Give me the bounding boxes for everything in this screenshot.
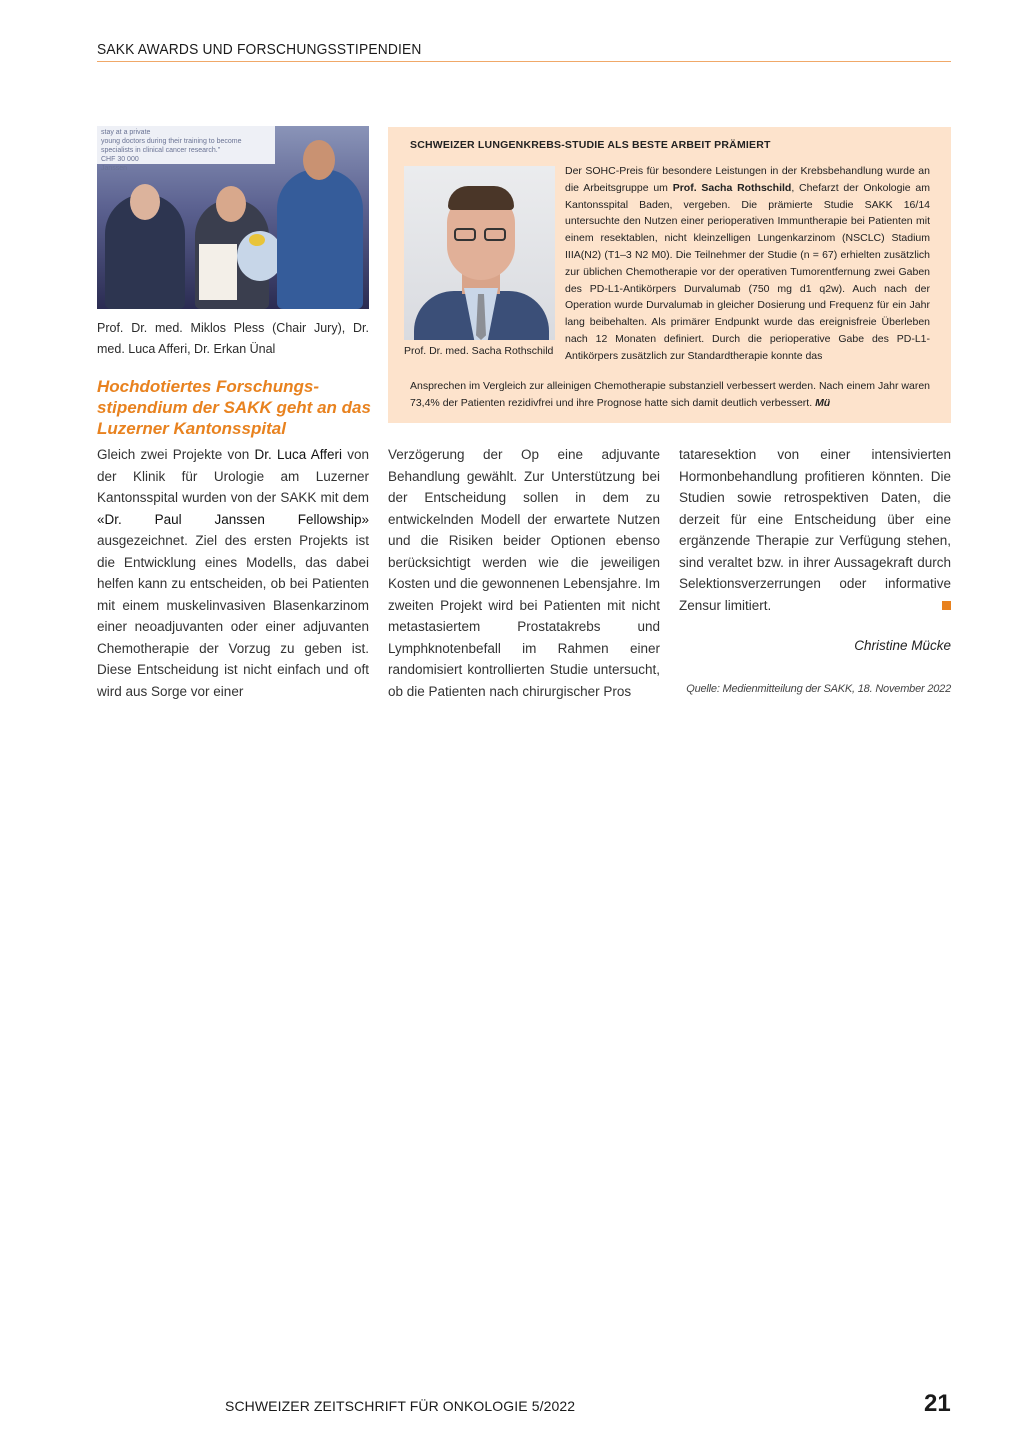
article-column-2 — [388, 444, 660, 702]
photo-caption: Prof. Dr. med. Miklos Pless (Chair Jury), Dr. med. Luca Afferi, Dr. Erkan Ünal — [97, 321, 369, 356]
screen-text-line: CHF 30 000 — [101, 156, 139, 163]
person-right — [277, 169, 363, 309]
body-text: Gleich zwei Projekte von — [97, 447, 255, 462]
page-number: 21 — [924, 1390, 951, 1417]
article-source: Quelle: Medienmitteilung der SAKK, 18. November 2022 — [686, 683, 951, 695]
screen-text-line: Janssen — [101, 165, 128, 172]
author-initials: Mü — [815, 396, 831, 409]
box-text: Der SOHC-Preis für besondere Leistungen in der Krebsbehandlung wurde an die Arbeitsgruppe um — [565, 165, 930, 194]
body-text: Verzögerung der Op eine adjuvante Behandlung gewählt. Zur Unterstützung bei der Entscheidung sollen in dem zu entwickelnden Modell der erwartete Nutzen und die Risiken beider Optionen ebenso berücksichtigt werden wie die jeweiligen Kosten und die gewonnenen Lebensjahre. Im zweiten Projekt wird bei Patienten mit nicht metastasiertem Prostatakrebs und Lymphknotenbefall im Rahmen einer randomisiert kontrollierten Studie untersucht, ob die Patienten nach chirurgischer Pros — [388, 447, 660, 699]
screen-text-line: specialists in clinical cancer research.” — [101, 147, 221, 154]
person-right-head — [303, 140, 335, 180]
article-column-3 — [679, 444, 951, 616]
body-text: tataresektion von einer intensivierten Hormonbehandlung profitieren könnten. Die Studien sowie retrospektiven Daten, die derzeit für eine Entscheidung über eine ergänzende Therapie zur Verfügung stehen, sind veraltet bzw. in ihrer Aussagekraft durch Selektionsverzerrungen oder informative Zensur limitiert. — [679, 447, 951, 613]
body-text: ausgezeichnet. Ziel des ersten Projekts ist die Entwicklung eines Modells, das dabei helfen kann zu entscheiden, ob bei Patienten mit einem muskelinvasiven Blasenkarzinom einer neoadjuvanten oder einer adjuvanten Chemotherapie der Vorzug zu geben ist. Diese Entscheidung ist nicht einfach und oft wird aus Sorge vor einer — [97, 533, 369, 699]
box-body — [565, 163, 930, 365]
flower-yellow — [249, 234, 265, 246]
portrait-caption: Prof. Dr. med. Sacha Rothschild — [404, 345, 554, 357]
page-header — [97, 41, 951, 62]
award-name: «Dr. Paul Janssen Fellowship» — [97, 511, 369, 527]
portrait-photo — [404, 166, 555, 340]
box-text: Ansprechen im Vergleich zur alleinigen Chemotherapie substanziell verbessert werden. Nach einem Jahr waren 73,4% der Patienten rezidivfrei und ihre Prognose hatte sich damit deutlich verbessert. — [410, 380, 930, 409]
box-body-continued — [410, 378, 930, 412]
screen-text-line: young doctors during their training to become — [101, 138, 242, 145]
article-author: Christine Mücke — [854, 638, 951, 653]
journal-footer: SCHWEIZER ZEITSCHRIFT FÜR ONKOLOGIE 5/2022 — [225, 1398, 576, 1414]
portrait-hair — [448, 186, 514, 210]
section-title: SAKK AWARDS UND FORSCHUNGSSTIPENDIEN — [97, 41, 422, 58]
article-column-1 — [97, 444, 369, 702]
projection-screen — [97, 126, 275, 172]
person-name: Prof. Sacha Rothschild — [672, 181, 792, 194]
box-text: , Chefarzt der Onkologie am Kantonsspital Baden, vergeben. Die prämierte Studie SAKK 16/14 untersuchte den Nutzen einer perioperativen Immuntherapie bei Patienten mit einem resektablen, nicht kleinzelligen Lungenkarzinom (NSCLC) Stadium IIIA(N2) (T1–3 N2 M0). Die Teilnehmer der Studie (n = 67) erhielten zusätzlich zur üblichen Chemotherapie vor der operativen Tumorentfernung zwei Gaben des PD-L1-Antikörpers Durvalumab (750 mg d1 q2w). Auch nach der Operation wurde Durvalumab in gleicher Dosierung und Frequenz für ein Jahr lang beibehalten. Als primärer Endpunkt wurde das ereignisfreie Überleben nach 12 Monaten definiert. Durch die perioperative Gabe des PD-L1-Antikörpers zusätzlich zur Standardtherapie konnte das — [565, 181, 930, 362]
screen-text-line: stay at a private — [101, 129, 151, 136]
end-of-article-square-icon — [942, 601, 951, 610]
body-text: von der Klinik für Urologie am Luzerner Kantonsspital wurden von der SAKK mit dem — [97, 447, 369, 505]
certificate — [199, 244, 237, 300]
box-title: SCHWEIZER LUNGENKREBS-STUDIE ALS BESTE ARBEIT PRÄMIERT — [410, 139, 771, 151]
person-left-head — [130, 184, 160, 220]
person-name: Dr. Luca Afferi — [254, 447, 342, 462]
article-subhead: Hochdotiertes Forschungsstipendium der SAKK geht an das Luzerner Kantonsspital — [97, 377, 371, 438]
glasses-icon — [454, 228, 508, 242]
award-ceremony-photo — [97, 126, 369, 309]
sidebar-box — [388, 127, 951, 423]
person-middle-head — [216, 186, 246, 222]
